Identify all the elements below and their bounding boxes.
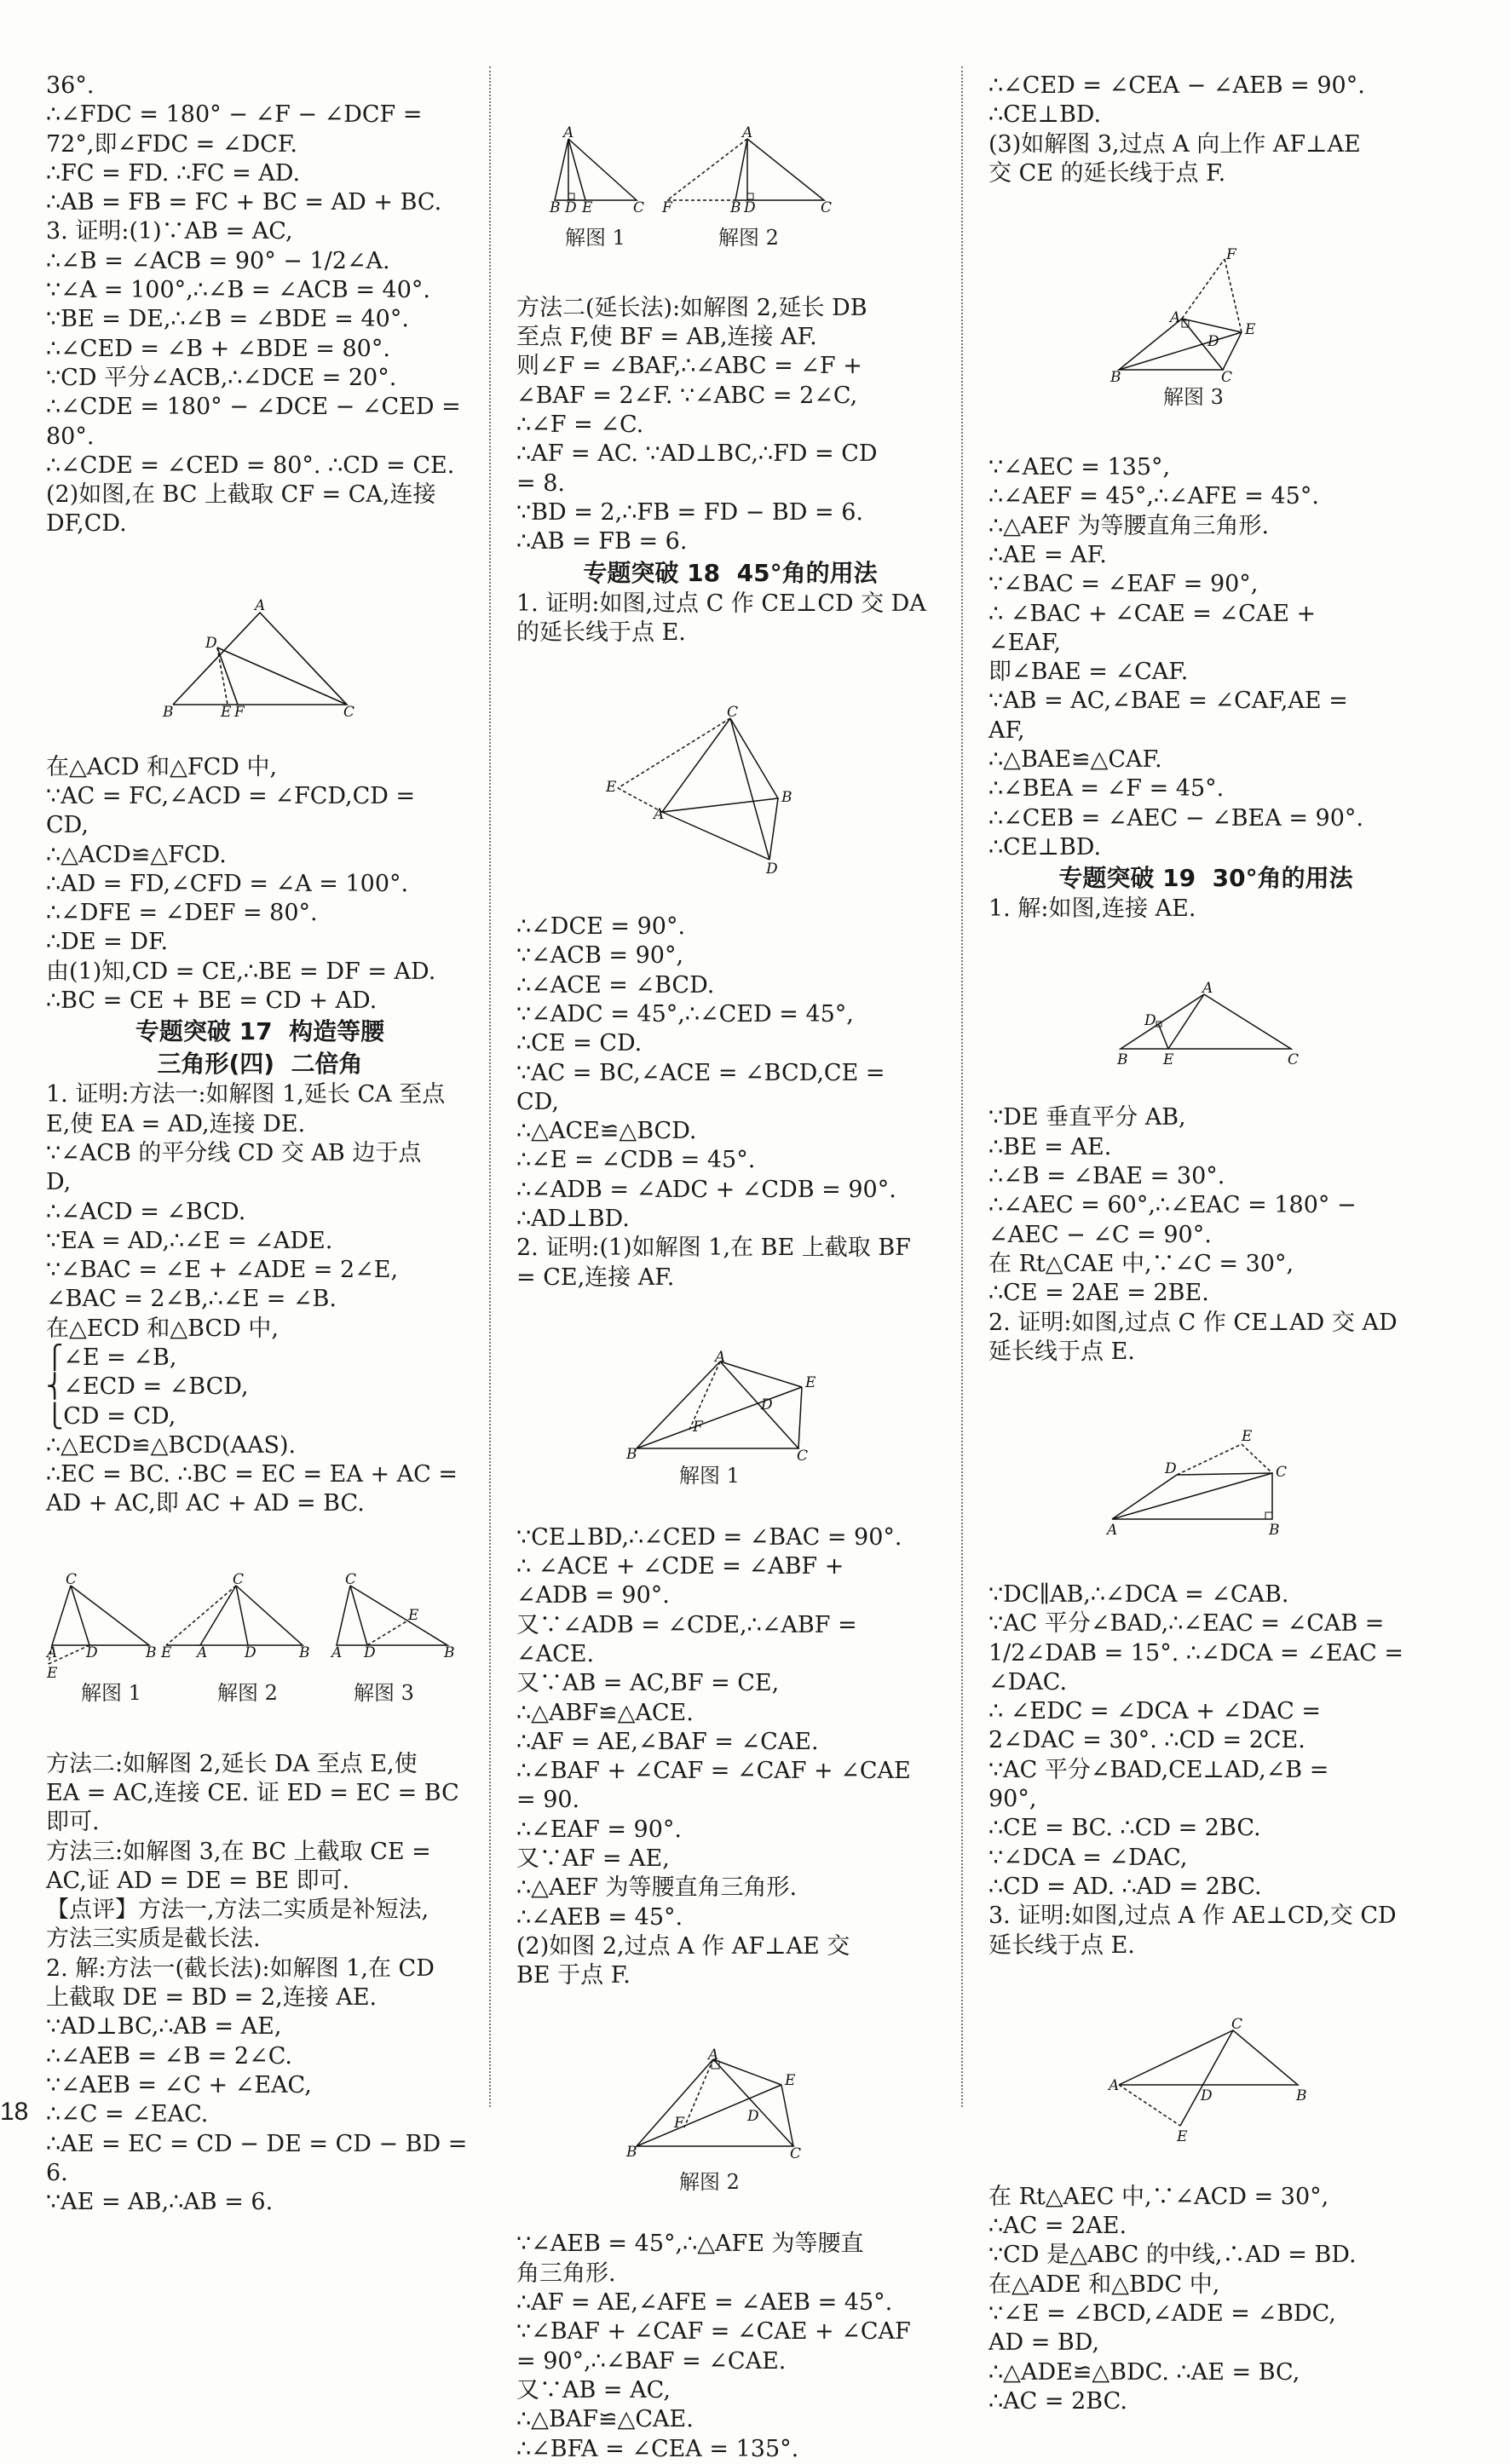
svg-text:A: A bbox=[654, 805, 665, 823]
svg-text:F: F bbox=[674, 2115, 684, 2133]
text-line: ∵AB = AC,∠BAE = ∠CAF,AE = bbox=[988, 688, 1348, 715]
text-line: ∴∠BFA = ∠CEA = 135°. bbox=[516, 2435, 799, 2462]
svg-text:C: C bbox=[233, 1571, 245, 1589]
text-line: 90°, bbox=[988, 1786, 1037, 1813]
text-line: ∴AF = AC. ∵AD⊥BC,∴FD = CD bbox=[516, 440, 878, 468]
text-line: ∴BC = CE + BE = CD + AD. bbox=[46, 987, 378, 1015]
text-line: ∵CD 是△ABC 的中线,∴AD = BD. bbox=[988, 2242, 1357, 2269]
text-line: ∴∠DFE = ∠DEF = 80°. bbox=[46, 900, 318, 927]
text-line: 2∠DAC = 30°. ∴CD = 2CE. bbox=[988, 1727, 1305, 1754]
text-line: ∠ADB = 90°. bbox=[516, 1582, 670, 1609]
svg-text:E: E bbox=[582, 199, 593, 216]
text-line: ∴∠CDE = ∠CED = 80°. ∴CD = CE. bbox=[46, 452, 455, 479]
text-line: 在 Rt△CAE 中,∵∠C = 30°, bbox=[988, 1250, 1294, 1277]
svg-text:D: D bbox=[1165, 1459, 1177, 1477]
text-line: ∴∠BEA = ∠F = 45°. bbox=[988, 775, 1225, 803]
column-divider-2 bbox=[961, 66, 963, 2107]
text-line: ∴AF = AE,∠AFE = ∠AEB = 45°. bbox=[516, 2289, 893, 2317]
text-line: ∴CE = CD. bbox=[516, 1030, 643, 1057]
svg-text:C: C bbox=[1221, 368, 1233, 386]
text-line: (2)如图 2,过点 A 作 AF⊥AE 交 bbox=[516, 1932, 850, 1960]
figure-sec18-q1 bbox=[602, 703, 858, 880]
text-line: ∴AC = 2BC. bbox=[988, 2387, 1127, 2415]
figure-sec18-q2-jie2 bbox=[620, 2047, 841, 2197]
text-line: ∴AE = AF. bbox=[988, 541, 1107, 568]
text-line: ∴AC = 2AE. bbox=[988, 2213, 1127, 2240]
svg-text:解图 1: 解图 1 bbox=[565, 225, 625, 250]
text-line: 又∵∠ADB = ∠CDE,∴∠ABF = bbox=[516, 1611, 857, 1638]
text-line: 又∵AB = AC, bbox=[516, 2376, 671, 2404]
svg-text:E: E bbox=[221, 704, 232, 722]
section-heading: 专题突破 18 45°角的用法 bbox=[583, 558, 878, 587]
svg-text:B: B bbox=[550, 199, 561, 216]
text-line: ∴AB = FB = FC + BC = AD + BC. bbox=[46, 189, 442, 216]
text-line: 延长线于点 E. bbox=[988, 1338, 1135, 1365]
text-line: ∵CE⊥BD,∴∠CED = ∠BAC = 90°. bbox=[516, 1523, 902, 1551]
text-line: ∴∠FDC = 180° − ∠F − ∠DCF = bbox=[46, 101, 423, 129]
svg-text:B: B bbox=[781, 788, 792, 806]
svg-text:E: E bbox=[606, 778, 617, 796]
text-line: ∴∠CDE = 180° − ∠DCE − ∠CED = bbox=[46, 394, 461, 421]
text-line: ∴△AEF 为等腰直角三角形. bbox=[516, 1874, 798, 1902]
text-line: ∠DAC. bbox=[988, 1668, 1068, 1695]
text-line: ∴CE⊥BD. bbox=[988, 101, 1102, 129]
figure-bc-cut bbox=[158, 597, 362, 722]
text-line: ∵AE = AB,∴AB = 6. bbox=[46, 2189, 274, 2216]
text-line: ∴∠DCE = 90°. bbox=[516, 913, 686, 941]
text-line: ∴∠ACE = ∠BCD. bbox=[516, 971, 715, 999]
text-line: 3. 证明:如图,过点 A 作 AE⊥CD,交 CD bbox=[988, 1903, 1397, 1930]
text-line: E,使 EA = AD,连接 DE. bbox=[46, 1110, 306, 1137]
svg-text:B: B bbox=[730, 199, 741, 216]
svg-text:F: F bbox=[234, 704, 245, 722]
text-line: ∴ ∠ACE + ∠CDE = ∠ABF + bbox=[516, 1553, 844, 1580]
text-line: 80°. bbox=[46, 423, 95, 450]
text-line: 即可. bbox=[46, 1809, 100, 1836]
text-line: ⎨∠ECD = ∠BCD, bbox=[46, 1373, 249, 1401]
text-line: ∴∠BAF + ∠CAF = ∠CAF + ∠CAE bbox=[516, 1758, 911, 1785]
svg-text:D: D bbox=[1201, 2087, 1213, 2105]
text-line: 方法二(延长法):如解图 2,延长 DB bbox=[516, 294, 867, 321]
text-line: ∵∠BAC = ∠E + ∠ADE = 2∠E, bbox=[46, 1257, 399, 1284]
svg-text:D: D bbox=[747, 2108, 759, 2126]
text-line: AF, bbox=[988, 717, 1025, 744]
text-line: ∵∠BAC = ∠EAF = 90°, bbox=[988, 571, 1259, 598]
text-line: ∠AEC − ∠C = 90°. bbox=[988, 1221, 1212, 1248]
figure-sec18-q2-jie1 bbox=[620, 1348, 841, 1491]
svg-text:F: F bbox=[693, 1418, 703, 1436]
svg-text:D: D bbox=[761, 1396, 773, 1413]
text-line: ∠BAF = 2∠F. ∵∠ABC = 2∠C, bbox=[516, 382, 858, 409]
text-line: 在△ADE 和△BDC 中, bbox=[988, 2271, 1220, 2298]
text-line: 方法三:如解图 3,在 BC 上截取 CE = bbox=[46, 1838, 431, 1865]
svg-text:A: A bbox=[1202, 980, 1213, 998]
text-line: ∠BAC = 2∠B,∴∠E = ∠B. bbox=[46, 1286, 337, 1313]
text-line: ⎩CD = CD, bbox=[46, 1402, 176, 1430]
svg-text:A: A bbox=[197, 1644, 208, 1662]
svg-text:D: D bbox=[364, 1644, 376, 1662]
svg-text:A: A bbox=[331, 1644, 343, 1662]
figure-jie-1-2-3 bbox=[47, 1571, 473, 1717]
svg-text:D: D bbox=[205, 635, 217, 653]
text-line: 6. bbox=[46, 2159, 68, 2186]
text-line: ∴BE = AE. bbox=[988, 1133, 1112, 1160]
text-line: ∴CD = AD. ∴AD = 2BC. bbox=[988, 1873, 1262, 1900]
svg-text:C: C bbox=[727, 703, 739, 721]
text-line: ∵AC = FC,∠ACD = ∠FCD,CD = bbox=[46, 782, 416, 809]
svg-text:C: C bbox=[797, 1447, 809, 1465]
text-line: ∴CE = 2AE = 2BE. bbox=[988, 1280, 1209, 1307]
text-line: ∵∠AEB = ∠C + ∠EAC, bbox=[46, 2071, 312, 2098]
svg-text:F: F bbox=[1226, 245, 1236, 263]
text-line: ∵AC = BC,∠ACE = ∠BCD,CE = bbox=[516, 1059, 885, 1086]
text-line: 在△ACD 和△FCD 中, bbox=[46, 753, 278, 780]
text-line: AC,证 AD = DE = BE 即可. bbox=[46, 1867, 350, 1894]
svg-text:C: C bbox=[1288, 1051, 1300, 1069]
svg-text:A: A bbox=[255, 597, 266, 615]
text-line: ∴ ∠EDC = ∠DCA + ∠DAC = bbox=[988, 1698, 1322, 1725]
text-line: 由(1)知,CD = CE,∴BE = DF = AD. bbox=[46, 958, 436, 985]
text-line: 交 CE 的延长线于点 F. bbox=[988, 159, 1226, 187]
text-line: ∴CE⊥BD. bbox=[988, 833, 1102, 861]
text-line: ∴∠AEF = 45°,∴∠AFE = 45°. bbox=[988, 483, 1319, 510]
text-line: 36°. bbox=[46, 72, 95, 99]
text-line: EA = AC,连接 CE. 证 ED = EC = BC bbox=[46, 1779, 459, 1806]
text-line: ∴FC = FD. ∴FC = AD. bbox=[46, 159, 301, 187]
text-line: ∵∠AEB = 45°,∴△AFE 为等腰直 bbox=[516, 2231, 864, 2258]
text-line: ∴△ABF≌△ACE. bbox=[516, 1699, 694, 1726]
column-divider-1 bbox=[489, 66, 491, 2107]
text-line: ∴EC = BC. ∴BC = EC = EA + AC = bbox=[46, 1461, 458, 1488]
svg-text:B: B bbox=[444, 1644, 455, 1662]
text-line: ∵AC 平分∠BAD,CE⊥AD,∠B = bbox=[988, 1756, 1329, 1783]
svg-text:E: E bbox=[1245, 320, 1256, 338]
text-line: ∵∠ACB 的平分线 CD 交 AB 边于点 bbox=[46, 1139, 422, 1166]
svg-text:B: B bbox=[146, 1644, 157, 1662]
svg-text:C: C bbox=[1276, 1463, 1288, 1481]
text-line: ∴△ACE≌△BCD. bbox=[516, 1118, 697, 1145]
text-line: ∴△BAE≌△CAF. bbox=[988, 746, 1162, 774]
text-line: ∴△ADE≌△BDC. ∴AE = BC, bbox=[988, 2358, 1300, 2386]
text-line: = 90. bbox=[516, 1787, 580, 1814]
figure-sec19-q2 bbox=[1095, 1429, 1317, 1548]
text-line: 在△ECD 和△BCD 中, bbox=[46, 1315, 279, 1342]
text-line: 1/2∠DAB = 15°. ∴∠DCA = ∠EAC = bbox=[988, 1639, 1403, 1667]
text-line: ∴△AEF 为等腰直角三角形. bbox=[988, 512, 1270, 539]
text-line: ∵∠BAF + ∠CAF = ∠CAE + ∠CAF bbox=[516, 2318, 911, 2346]
svg-text:C: C bbox=[345, 1571, 357, 1589]
text-line: 1. 证明:方法一:如解图 1,延长 CA 至点 bbox=[46, 1081, 446, 1108]
svg-text:B: B bbox=[1117, 1051, 1128, 1069]
text-line: AD = BD, bbox=[988, 2329, 1100, 2357]
text-line: CD, bbox=[516, 1088, 559, 1115]
text-line: 1. 解:如图,连接 AE. bbox=[988, 895, 1196, 923]
text-line: 角三角形. bbox=[516, 2260, 616, 2287]
text-line: ∵DC∥AB,∴∠DCA = ∠CAB. bbox=[988, 1580, 1289, 1608]
page-number: 18 bbox=[0, 2098, 29, 2126]
text-line: ∴AB = FB = 6. bbox=[516, 528, 688, 556]
text-line: 1. 证明:如图,过点 C 作 CE⊥CD 交 DA bbox=[516, 590, 926, 617]
svg-text:E: E bbox=[408, 1607, 419, 1625]
text-line: ∴AE = EC = CD − DE = CD − BD = bbox=[46, 2130, 468, 2157]
svg-text:解图 3: 解图 3 bbox=[1163, 384, 1224, 409]
svg-text:解图 2: 解图 2 bbox=[217, 1681, 278, 1706]
text-line: 3. 证明:(1)∵AB = AC, bbox=[46, 218, 293, 245]
text-line: 2. 证明:如图,过点 C 作 CE⊥AD 交 AD bbox=[988, 1309, 1398, 1336]
text-line: 至点 F,使 BF = AB,连接 AF. bbox=[516, 324, 817, 351]
text-line: ∴∠ACD = ∠BCD. bbox=[46, 1198, 246, 1225]
text-line: ∵BD = 2,∴FB = FD − BD = 6. bbox=[516, 498, 863, 526]
svg-text:C: C bbox=[1231, 2016, 1243, 2034]
text-line: BE 于点 F. bbox=[516, 1962, 631, 1989]
svg-text:B: B bbox=[1110, 368, 1121, 386]
svg-text:D: D bbox=[1144, 1012, 1156, 1030]
text-line: ∴ ∠BAC + ∠CAE = ∠CAE + bbox=[988, 600, 1317, 627]
text-line: (2)如图,在 BC 上截取 CF = CA,连接 bbox=[46, 481, 436, 509]
section-heading: 三角形(四) 二倍角 bbox=[157, 1050, 363, 1079]
column-3 bbox=[988, 72, 1423, 2416]
text-line: 72°,即∠FDC = ∠DCF. bbox=[46, 130, 297, 158]
text-line: ∵DE 垂直平分 AB, bbox=[988, 1104, 1186, 1131]
svg-text:A: A bbox=[715, 1348, 726, 1366]
text-line: CD, bbox=[46, 812, 89, 839]
svg-text:B: B bbox=[163, 704, 174, 722]
svg-text:解图 2: 解图 2 bbox=[718, 225, 779, 250]
svg-text:C: C bbox=[790, 2145, 802, 2163]
svg-text:C: C bbox=[821, 199, 833, 216]
text-line: = 8. bbox=[516, 469, 565, 497]
text-line: ∵EA = AD,∴∠E = ∠ADE. bbox=[46, 1227, 333, 1254]
text-line: ∠ACE. bbox=[516, 1640, 595, 1667]
svg-text:C: C bbox=[633, 199, 645, 216]
text-line: ∵∠ADC = 45°,∴∠CED = 45°, bbox=[516, 1000, 854, 1028]
svg-text:B: B bbox=[299, 1644, 310, 1662]
text-line: 上截取 DE = BD = 2,连接 AE. bbox=[46, 1984, 378, 2012]
text-line: 方法二:如解图 2,延长 DA 至点 E,使 bbox=[46, 1750, 418, 1777]
svg-text:D: D bbox=[86, 1644, 98, 1662]
svg-text:E: E bbox=[1177, 2128, 1188, 2146]
text-line: 延长线于点 E. bbox=[988, 1931, 1135, 1959]
svg-text:D: D bbox=[1207, 332, 1219, 350]
svg-text:B: B bbox=[1269, 1521, 1280, 1539]
text-line: 又∵AB = AC,BF = CE, bbox=[516, 1670, 780, 1697]
svg-text:D: D bbox=[766, 860, 778, 878]
text-line: ∴∠B = ∠ACB = 90° − 1/2∠A. bbox=[46, 247, 390, 274]
svg-text:A: A bbox=[1107, 1521, 1118, 1539]
text-line: 在 Rt△AEC 中,∵∠ACD = 30°, bbox=[988, 2183, 1329, 2210]
svg-text:F: F bbox=[662, 199, 672, 216]
text-line: 的延长线于点 E. bbox=[516, 619, 686, 646]
svg-text:A: A bbox=[1170, 308, 1181, 326]
svg-text:B: B bbox=[626, 1445, 637, 1463]
text-line: ∴AD⊥BD. bbox=[516, 1206, 630, 1233]
text-line: 则∠F = ∠BAF,∴∠ABC = ∠F + bbox=[516, 353, 862, 380]
text-line: ∵AD⊥BC,∴AB = AE, bbox=[46, 2013, 282, 2041]
figure-sec18-q2-jie3 bbox=[1095, 245, 1317, 421]
text-line: ∵∠DCA = ∠DAC, bbox=[988, 1844, 1188, 1871]
text-line: ∴∠CED = ∠CEA − ∠AEB = 90°. bbox=[988, 72, 1365, 99]
text-line: ∴△ACD≌△FCD. bbox=[46, 841, 227, 868]
svg-text:D: D bbox=[245, 1644, 256, 1662]
text-line: D, bbox=[46, 1169, 72, 1196]
svg-text:C: C bbox=[343, 704, 355, 722]
text-line: ∴CE = BC. ∴CD = 2BC. bbox=[988, 1815, 1261, 1842]
text-line: 2. 证明:(1)如解图 1,在 BE 上截取 BF bbox=[516, 1235, 911, 1262]
text-line: DF,CD. bbox=[46, 510, 127, 538]
svg-text:解图 2: 解图 2 bbox=[679, 2170, 740, 2195]
column-1 bbox=[46, 72, 474, 2217]
text-line: ∴∠C = ∠EAC. bbox=[46, 2101, 209, 2128]
text-line: ∵∠A = 100°,∴∠B = ∠ACB = 40°. bbox=[46, 277, 430, 304]
text-line: ∴△ECD≌△BCD(AAS). bbox=[46, 1431, 297, 1459]
text-line: ∴AF = AE,∠BAF = ∠CAE. bbox=[516, 1728, 819, 1755]
text-line: ∵∠AEC = 135°, bbox=[988, 454, 1171, 481]
text-line: ∴∠ADB = ∠ADC + ∠CDB = 90°. bbox=[516, 1176, 896, 1203]
text-line: ∵∠ACB = 90°, bbox=[516, 942, 684, 970]
text-line: (3)如解图 3,过点 A 向上作 AF⊥AE bbox=[988, 130, 1361, 158]
text-line: ∵CD 平分∠ACB,∴∠DCE = 20°. bbox=[46, 364, 397, 391]
svg-text:解图 1: 解图 1 bbox=[81, 1681, 141, 1706]
svg-text:A: A bbox=[742, 124, 753, 141]
text-line: 2. 解:方法一(截长法):如解图 1,在 CD bbox=[46, 1955, 435, 1982]
section-heading: 专题突破 19 30°角的用法 bbox=[1058, 864, 1353, 893]
svg-text:E: E bbox=[47, 1665, 58, 1683]
svg-text:E: E bbox=[805, 1373, 816, 1391]
svg-text:解图 1: 解图 1 bbox=[679, 1463, 740, 1488]
text-line: ∴∠CEB = ∠AEC − ∠BEA = 90°. bbox=[988, 804, 1363, 832]
svg-text:E: E bbox=[785, 2072, 796, 2090]
section-heading: 专题突破 17 构造等腰 bbox=[135, 1017, 385, 1046]
figure-sec19-q3 bbox=[1095, 2016, 1317, 2150]
svg-text:A: A bbox=[563, 124, 574, 141]
svg-text:解图 3: 解图 3 bbox=[354, 1681, 414, 1706]
figure-sec17-q2 bbox=[517, 124, 943, 262]
text-line: ∴∠E = ∠CDB = 45°. bbox=[516, 1147, 756, 1174]
svg-text:E: E bbox=[161, 1644, 172, 1662]
text-line: ∴∠EAF = 90°. bbox=[516, 1816, 682, 1843]
text-line: ∴∠AEB = 45°. bbox=[516, 1903, 683, 1931]
svg-text:B: B bbox=[626, 2144, 637, 2162]
svg-text:D: D bbox=[565, 199, 577, 216]
text-line: = CE,连接 AF. bbox=[516, 1264, 675, 1291]
svg-text:A: A bbox=[47, 1644, 58, 1662]
text-line: ∴∠CED = ∠B + ∠BDE = 80°. bbox=[46, 335, 390, 362]
text-line: ∴∠AEC = 60°,∴∠EAC = 180° − bbox=[988, 1192, 1357, 1219]
text-line: ∵BE = DE,∴∠B = ∠BDE = 40°. bbox=[46, 306, 409, 333]
svg-text:A: A bbox=[708, 2047, 719, 2064]
svg-text:C: C bbox=[66, 1571, 78, 1589]
text-line: ⎧∠E = ∠B, bbox=[46, 1344, 177, 1371]
text-line: ∠EAF, bbox=[988, 629, 1061, 656]
column-2 bbox=[516, 72, 944, 2464]
text-line: 即∠BAE = ∠CAF. bbox=[988, 659, 1189, 686]
text-line: ∴△BAF≌△CAE. bbox=[516, 2406, 694, 2433]
text-line: ∵AC 平分∠BAD,∴∠EAC = ∠CAB = bbox=[988, 1610, 1385, 1638]
text-line: ∴AD = FD,∠CFD = ∠A = 100°. bbox=[46, 870, 409, 897]
text-line: 【点评】方法一,方法二实质是补短法, bbox=[46, 1897, 429, 1924]
svg-text:E: E bbox=[1242, 1427, 1253, 1445]
text-line: 方法三实质是截长法. bbox=[46, 1926, 261, 1953]
text-line: ∴DE = DF. bbox=[46, 929, 169, 956]
text-line: AD + AC,即 AC + AD = BC. bbox=[46, 1490, 365, 1517]
text-line: 又∵AF = AE, bbox=[516, 1845, 670, 1873]
figure-sec19-q1 bbox=[1104, 980, 1308, 1071]
svg-text:B: B bbox=[1296, 2087, 1307, 2105]
text-line: ∴∠AEB = ∠B = 2∠C. bbox=[46, 2042, 292, 2070]
text-line: ∵∠E = ∠BCD,∠ADE = ∠BDC, bbox=[988, 2300, 1336, 2327]
svg-text:E: E bbox=[1163, 1051, 1174, 1069]
text-line: ∴∠F = ∠C. bbox=[516, 412, 644, 439]
svg-text:D: D bbox=[744, 199, 756, 216]
text-line: ∴∠B = ∠BAE = 30°. bbox=[988, 1163, 1225, 1190]
svg-text:A: A bbox=[1109, 2077, 1120, 2095]
text-line: = 90°,∴∠BAF = ∠CAE. bbox=[516, 2347, 787, 2375]
